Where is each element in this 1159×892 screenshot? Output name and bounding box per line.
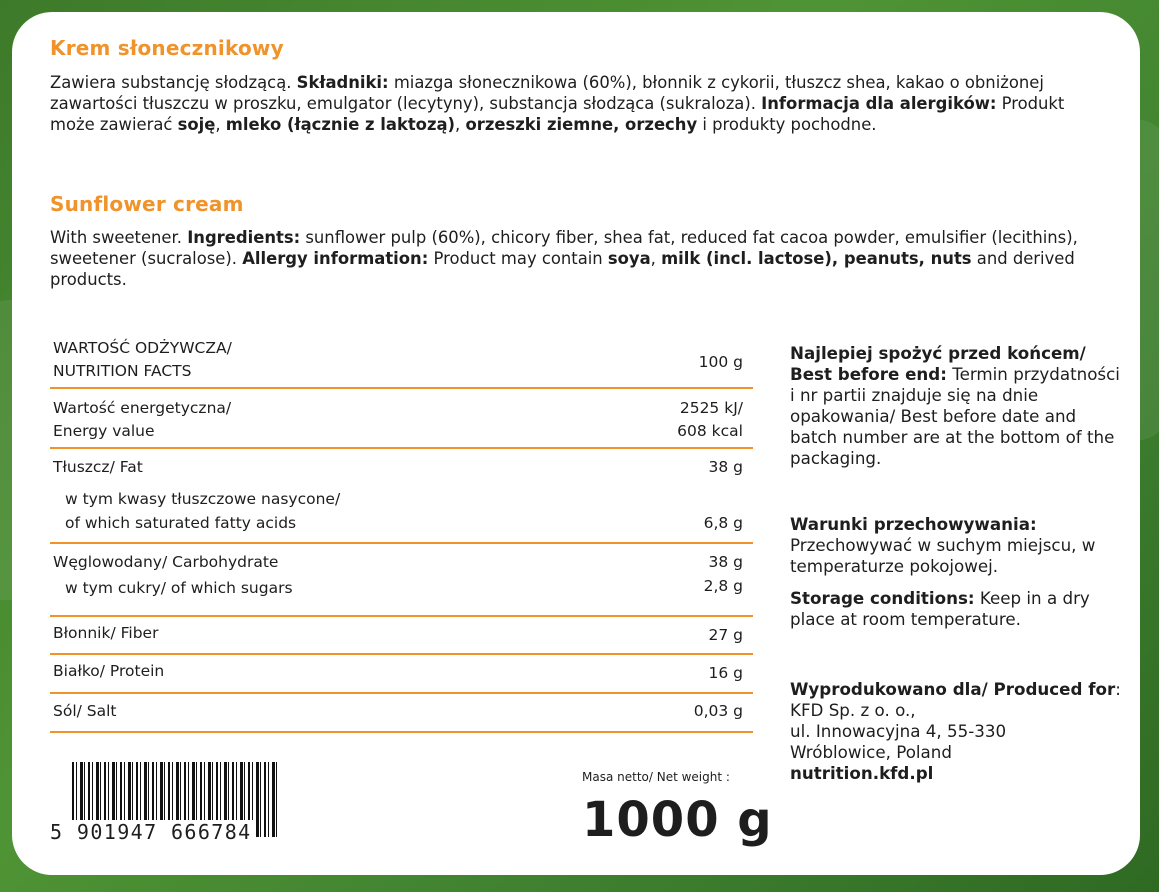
producer-block [790,679,1125,784]
en-allergy-label: Allergy information: [242,249,429,268]
en-product-title: Sunflower cream [50,192,244,216]
nutrition-header-row [50,335,753,389]
fat-label: Tłuszcz/ Fat [53,458,143,476]
best-before-label-en: Best before end: [790,364,947,384]
energy-label-en: Energy value [53,422,155,440]
storage-en-block [790,588,1125,630]
saturated-label-en: of which saturated fatty acids [65,514,297,532]
storage-pl-block [790,514,1125,577]
best-before-text: Termin przydatności i nr partii znajduje się na dnie opakowania/ Best before date and batch number are at the bottom of the packaging. [790,364,1120,468]
producer-website: nutrition.kfd.pl [790,763,934,783]
pl-allergen: orzeszki ziemne, orzechy [465,115,698,134]
pl-product-title: Krem słonecznikowy [50,36,284,60]
pl-text: Produkt może zawierać [50,94,1065,134]
salt-label: Sól/ Salt [53,702,117,720]
nutrition-header-value: 100 g [698,353,743,371]
energy-value-kj: 2525 kJ/ [679,399,743,417]
pl-allergy-label: Informacja dla alergików: [761,94,997,113]
table-row [50,696,753,733]
nutrition-header-label-pl: WARTOŚĆ ODŻYWCZA/ [53,339,232,357]
pl-ingredients-label: Składniki: [296,73,389,92]
sugars-label: w tym cukry/ of which sugars [65,579,293,597]
pl-text: miazga słonecznikowa (60%), błonnik z cykorii, tłuszcz shea, kakao o obniżonej zawartości tłuszczu w proszku, emulgator (lecytyny), substancja słodząca (sukraloza). [50,73,1044,113]
en-text: and derived products. [50,249,1075,289]
pl-text: , [215,115,226,134]
fiber-value: 27 g [708,626,743,644]
saturated-value: 6,8 g [703,514,743,532]
pl-ingredients-paragraph [50,72,1110,135]
pl-text: , [455,115,466,134]
producer-street: ul. Innowacyjna 4, 55-330 [790,721,1007,741]
pl-allergen: soję [177,115,216,134]
best-before-label-pl: Najlepiej spożyć przed końcem/ [790,343,1086,363]
energy-label-pl: Wartość energetyczna/ [53,399,232,417]
storage-en-label: Storage conditions: [790,588,975,608]
protein-value: 16 g [708,664,743,682]
carbohydrate-label: Węglowodany/ Carbohydrate [53,553,279,571]
table-row [50,391,753,449]
storage-pl-text: Przechowywać w suchym miejscu, w temperaturze pokojowej. [790,535,1096,576]
salt-value: 0,03 g [693,702,743,720]
saturated-label-pl: w tym kwasy tłuszczowe nasycone/ [65,490,341,508]
fiber-label: Błonnik/ Fiber [53,624,159,642]
producer-label: Wyprodukowano dla/ Produced for [790,679,1116,699]
best-before-block [790,343,1125,469]
protein-label: Białko/ Protein [53,662,165,680]
producer-company: KFD Sp. z o. o., [790,700,916,720]
sugars-value: 2,8 g [703,577,743,595]
net-weight-label: Masa netto/ Net weight : [582,770,730,784]
barcode-digits: 5 901947 666784 [50,820,252,844]
table-row [50,451,753,544]
en-ingredients-paragraph [50,227,1110,290]
producer-city: Wróblowice, Poland [790,742,952,762]
net-weight-value: 1000 g [582,792,773,848]
fat-value: 38 g [708,458,743,476]
en-allergen: milk (incl. lactose), peanuts, nuts [661,249,972,268]
en-text: Product may contain [428,249,608,268]
en-text: , [650,249,662,268]
table-row [50,618,753,655]
pl-text: i produkty pochodne. [697,115,877,134]
en-allergen: soya [607,249,651,268]
storage-en-text: Keep in a dry place at room temperature. [790,588,1090,629]
storage-pl-label: Warunki przechowywania: [790,514,1037,534]
energy-value-kcal: 608 kcal [677,422,743,440]
label-card [12,12,1140,875]
pl-allergen: mleko (łącznie z laktozą) [225,115,456,134]
nutrition-header-label-en: NUTRITION FACTS [53,362,192,380]
en-text: sunflower pulp (60%), chicory fiber, shea fat, reduced fat cacoa powder, emulsifier (lecithins), sweetener (sucralose). [50,228,1078,268]
en-ingredients-label: Ingredients: [187,228,301,247]
en-text: With sweetener. [50,228,188,247]
producer-colon: : [1115,679,1121,699]
pl-text: Zawiera substancję słodzącą. [50,73,297,92]
table-row [50,545,753,617]
table-row [50,657,753,694]
carbohydrate-value: 38 g [708,553,743,571]
